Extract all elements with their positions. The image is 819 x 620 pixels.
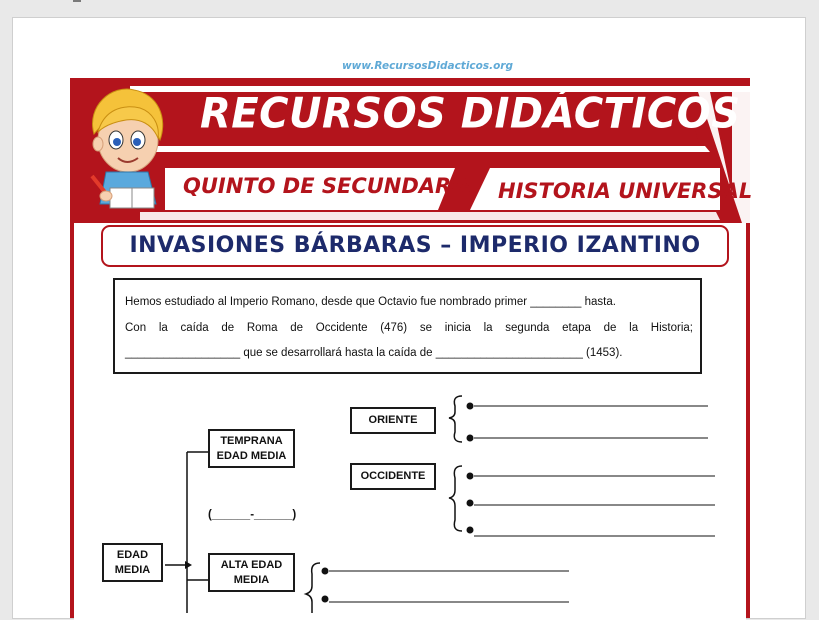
temprana-label-1: TEMPRANA <box>220 435 283 447</box>
oriente-label: ORIENTE <box>368 414 418 426</box>
banner-title: RECURSOS DIDÁCTICOS <box>200 89 741 139</box>
occidente-box <box>350 463 436 490</box>
temprana-label-2: EDAD MEDIA <box>216 450 287 462</box>
edad-media-label-1: EDAD <box>116 549 149 561</box>
bullet <box>322 596 329 603</box>
bullet <box>322 568 329 575</box>
bullet <box>467 403 474 410</box>
alta-label-2: MEDIA <box>233 574 270 586</box>
intro-line-1: Hemos estudiado al Imperio Romano, desde que Octavio fue nombrado primer ________ hasta. <box>125 296 616 308</box>
banner-subject: HISTORIA UNIVERSAL <box>498 179 753 203</box>
bullet <box>467 500 474 507</box>
worksheet-title: INVASIONES BÁRBARAS – IMPERIO IZANTINO <box>129 233 701 258</box>
bullet <box>467 435 474 442</box>
occidente-brace <box>449 466 462 531</box>
edad-media-label-2: MEDIA <box>114 564 151 576</box>
edad-media-box <box>102 543 163 582</box>
bullet <box>467 527 474 534</box>
banner-grade: QUINTO DE SECUNDARIA <box>183 174 476 198</box>
intro-line-3: __________________ que se desarrollará hasta la caída de _______________________ (1453). <box>125 347 623 359</box>
oriente-box <box>350 407 436 434</box>
occidente-label: OCCIDENTE <box>360 470 426 482</box>
oriente-brace <box>449 396 462 442</box>
intro-line-2: Con la caída de Roma de Occidente (476) se inicia la segunda etapa de la Historia; <box>125 322 693 334</box>
date-range-blank: (______-______) <box>208 509 297 521</box>
site-url[interactable]: www.RecursosDidacticos.org <box>341 60 514 72</box>
root-arrow <box>185 561 192 569</box>
bullet <box>467 473 474 480</box>
alta-brace <box>306 563 320 613</box>
temprana-edad-media-box <box>208 429 295 468</box>
alta-edad-media-box <box>208 553 295 592</box>
alta-label-1: ALTA EDAD <box>220 559 283 571</box>
